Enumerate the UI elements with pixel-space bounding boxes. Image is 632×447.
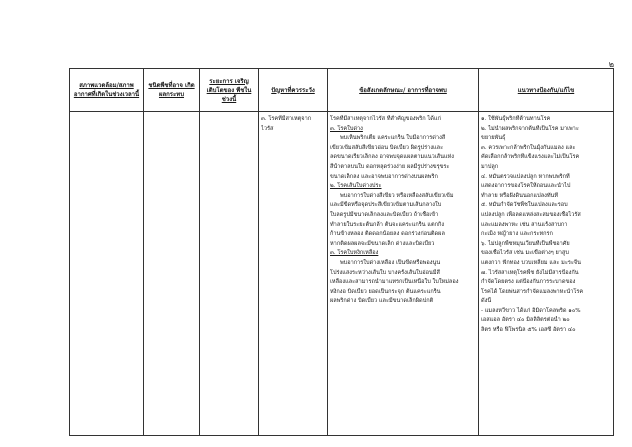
measure-line: - แมลงหวี่ขาว ได้แก่ อิมิดาโคลพริด ๑๐% [481, 307, 581, 314]
measure-line: กะเม็ง หญ้ายาง และกระทกรก [481, 231, 553, 238]
symptom-line: ๒. โรคเส้นใบด่างประ [330, 183, 382, 190]
measure-line: กำจัดโดยตรง แต่ป้องกันการระบาดของ [481, 279, 576, 286]
symptom-line: เขียวเข้มสลับสีเขียวอ่อน บิดเบี้ยว ผิดรูปร่างและ [330, 144, 444, 151]
crop-problem-table [69, 68, 614, 436]
measure-line: และแมลงพาหะ เช่น สานแร้งสาบกา [481, 221, 568, 228]
measure-line: เอสแอล อัตรา ๔๐ มิลลิลิตรต่อน้ำ ๒๐ [481, 317, 570, 324]
measure-line: คัดเลือกกล้าพริกที่แข็งแรงและไม่เป็นโรค [481, 154, 580, 161]
measure-line: ดังนี้ [481, 298, 492, 305]
header-measures: แนวทางป้องกัน/แก้ไข [479, 69, 614, 112]
measure-line: โรคได้ โดยพ่นสารกำจัดแมลงพาหะนำโรค [481, 288, 584, 295]
symptom-line: ขนาดเล็กลง และอาจพบอาการด่างบนผลพริก [330, 173, 438, 180]
symptom-line: ๓. โรคใบด่าง [330, 125, 363, 132]
measure-line: ขยายพันธุ์ [481, 135, 506, 142]
page-number: ๒ [608, 60, 614, 69]
table-header-row [70, 69, 614, 112]
symptom-line: หากติดผลผลจะมีขนาดเล็ก ด่างและบิดเบี้ยว [330, 240, 435, 247]
measure-line: ๖. ไม่ปลูกพืชหมุนเวียนที่เป็นพืชอาศัย [481, 240, 570, 247]
symptom-line: และมีขีดหรือจุดประสีเขียวเข้มตามเส้นกลางใบ [330, 202, 442, 209]
measure-line: ๕. หมั่นกำจัดวัชพืชในแปลงและรอบ [481, 202, 568, 209]
cell-measures [479, 112, 614, 436]
symptom-line: หงิกงอ บิดเบี้ยว ยอดเป็นกระจุก ต้นแคระแกร็น [330, 288, 441, 295]
measure-line: ๑. ใช้พันธุ์พริกที่ต้านทานโรค [481, 116, 551, 122]
symptom-line: สีน้ำตาลบนใบ ดอกหลุดร่วงง่าย ผลมีรูปร่างขรุขระ [330, 163, 450, 170]
symptom-line: โปร่งแสงระหว่างเส้นใบ บางครั้งเส้นใบอ่อนมีสี [330, 269, 440, 276]
symptom-line: พบอาการใบด่างเหลือง เป็นขีดหรือพองนูน [340, 259, 441, 266]
symptom-line: โรคที่มีสาเหตุจากไวรัส ที่สำคัญของพริก ได้แก่ [330, 116, 441, 122]
measure-line: แตงกวา ฟักทอง บวบเหลี่ยม และ มะระจีน [481, 259, 581, 266]
symptom-line: ลดขนาดเรียวเล็กลง อาจพบจุดแผลตามแนวเส้นแห่ง [330, 154, 454, 161]
problem-line: ไวรัส [261, 125, 274, 132]
measure-line: ๒. ไม่นำผลพริกจากต้นที่เป็นโรค มาเพาะ [481, 125, 579, 132]
symptom-line: ทำลายในระยะต้นกล้า ต้นจะแคระแกร็น แตกกิ่ง [330, 221, 445, 228]
header-plant-type: ชนิดพืชที่อาจ เกิดผลกระทบ [144, 69, 200, 112]
symptom-line: ผลพริกด่าง บิดเบี้ยว และมีขนาดเล็กผิดปกติ [330, 298, 434, 305]
measure-line: แสดงอาการของโรคให้ถอนและนำไป [481, 183, 571, 190]
measure-line: ทำลาย หรือฝังดินนอกแปลงทันที [481, 192, 559, 199]
header-symptoms: ข้อสังเกตลักษณะ/ อาการที่อาจพบ [328, 69, 479, 112]
header-environment: สภาพแวดล้อม/สภาพ อากาศที่เกิดในช่วงเวลานี้ [70, 69, 144, 112]
measure-line: แปลงปลูก เพื่อลดแหล่งสะสมของเชื้อไวรัส [481, 211, 581, 218]
measure-line: ๔. หมั่นตรวจแปลงปลูก หากพบพริกที่ [481, 173, 570, 180]
measure-line: ลิตร หรือ ฟิโพรนิล ๕% เอสซี อัตรา ๔๐ [481, 327, 576, 334]
symptom-line: พบเห็นพริกเตี้ย แคระแกร็น ใบมีอาการด่างสี [340, 135, 446, 142]
symptom-line: ๓. โรคใบหงิกเหลือง [330, 250, 379, 257]
cell-plant-type [144, 112, 200, 436]
symptom-line: ใบลดรูปมีขนาดเล็กลงและบิดเบี้ยว ถ้าเชื้อเข้า [330, 211, 439, 218]
table-row [70, 112, 614, 436]
header-growth-stage: ระยะการ เจริญเติบโตของ พืชในช่วงนี้ [200, 69, 259, 112]
measure-line: ๓. ควรเพาะกล้าพริกในมุ้งกันแมลง และ [481, 144, 576, 151]
cell-growth-stage [200, 112, 259, 436]
symptom-line: เหลืองและสามารถนำมาแทรกเป็นเหนือใบ ใบใหม่ลอง [330, 279, 459, 286]
measure-line: ของเชื้อไวรัส เช่น มะเขือต่างๆ ยาสูบ [481, 250, 569, 257]
cell-problem [259, 112, 328, 436]
symptom-line: ก้านข้างหลอง ติดดอกน้อยลง ดอกร่วงก่อนติดผล [330, 231, 445, 238]
cell-symptoms [328, 112, 479, 436]
measure-line: มาปลูก [481, 163, 499, 170]
symptom-line: พบอาการใบด่างสีเขียว หรือเหลืองสลับเขียวเข้ม [340, 192, 454, 199]
problem-line: ๓. โรคที่มีสาเหตุจาก [261, 116, 312, 122]
cell-environment [70, 112, 144, 436]
measure-line: ๗. ไวรัสสาเหตุโรคพืช ยังไม่มีสารป้องกัน [481, 269, 579, 276]
header-problem: ปัญหาที่ควรระวัง [259, 69, 328, 112]
